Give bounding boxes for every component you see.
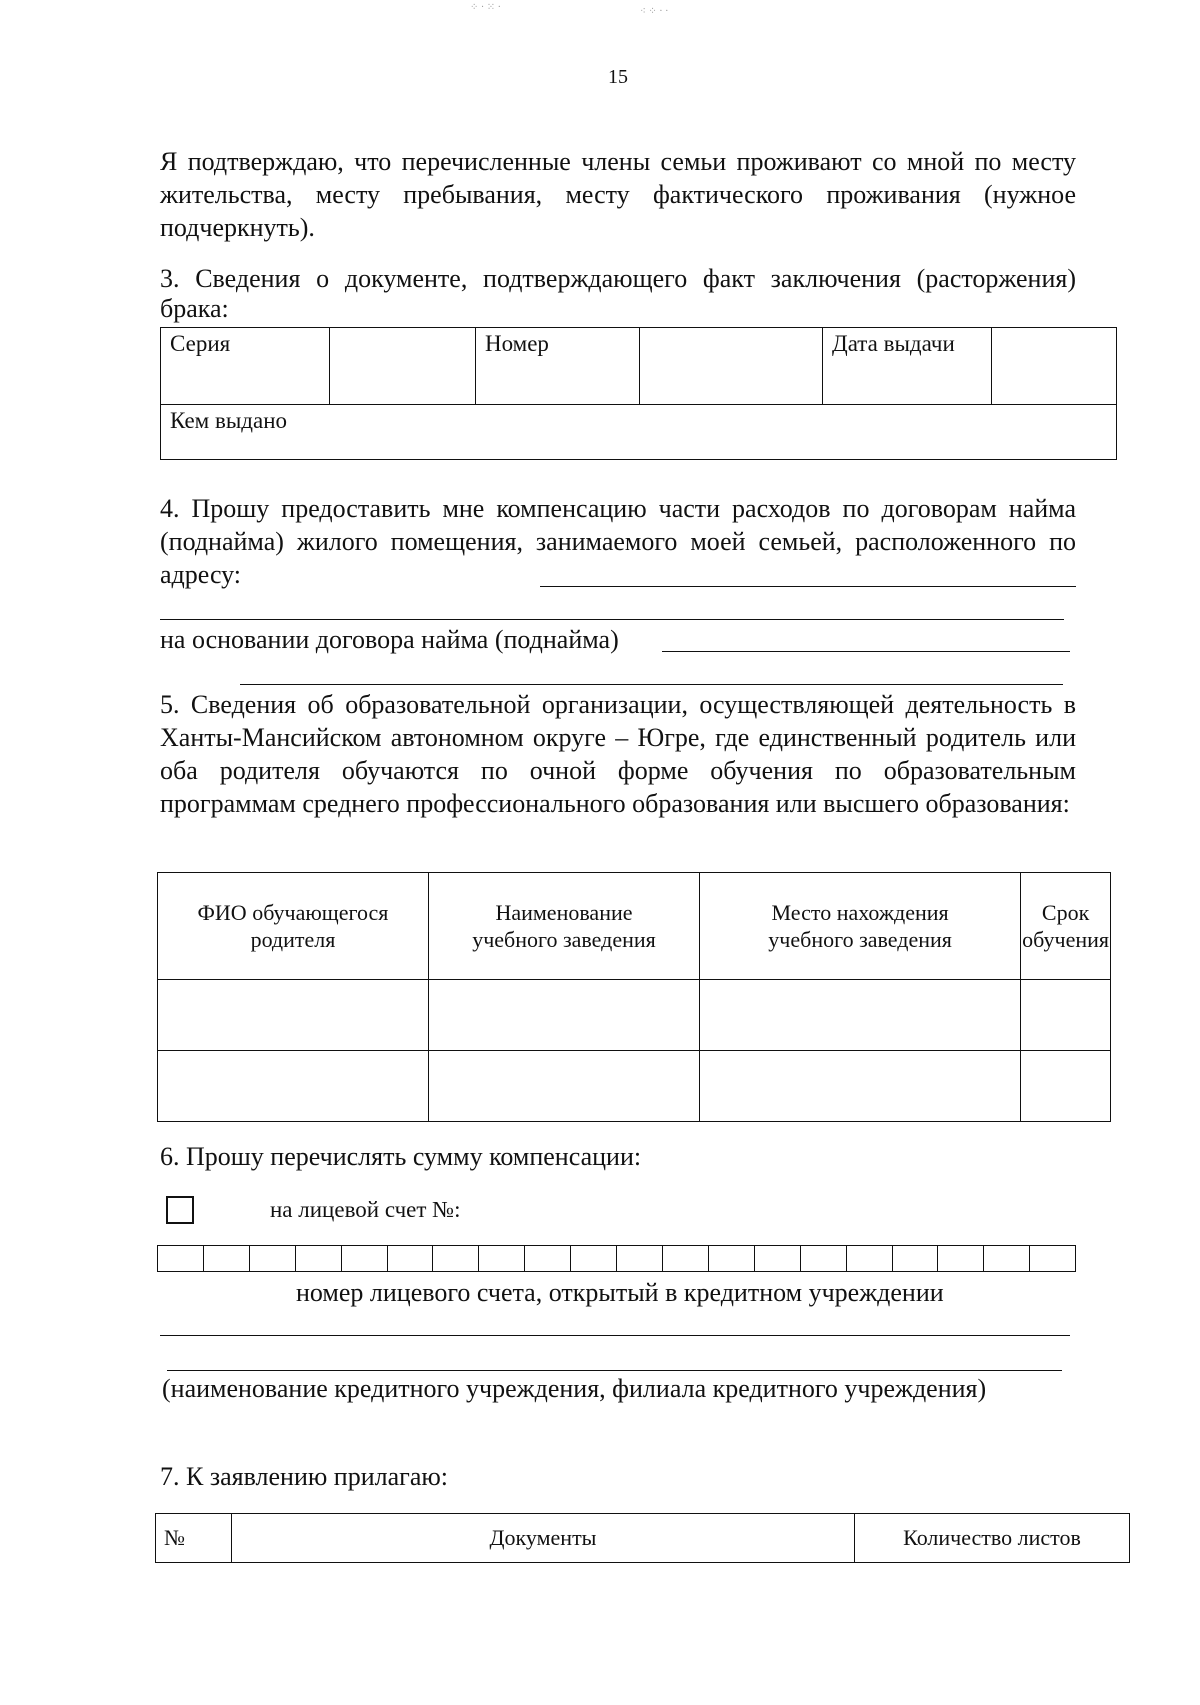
bank-underline-2[interactable] [167,1370,1062,1371]
section4-text: 4. Прошу предоставить мне компенсацию части расходов по договорам найма (поднайма) жилого помещения, занимаемого моей семьей, расположенного по адресу: [160,494,1076,589]
marriage-document-table [160,327,1117,460]
attachments-table [155,1513,1130,1563]
account-digit-cell[interactable] [893,1246,939,1271]
table-cell[interactable] [700,1051,1021,1122]
col-sheet-count: Количество листов [855,1514,1130,1563]
address-underline[interactable] [540,586,1076,587]
col-institution-location: Место нахождения учебного заведения [700,873,1021,980]
table-cell[interactable] [158,1051,429,1122]
contract-basis-label: на основании договора найма (поднайма) [160,625,619,654]
account-digit-cell[interactable] [663,1246,709,1271]
col-study-period: Срок обучения [1021,873,1111,980]
account-digit-cell[interactable] [755,1246,801,1271]
section5-paragraph: 5. Сведения об образовательной организации, осуществляющей деятельность в Ханты-Мансийском автономном округе – Югре, где единственный родитель или оба родителя обучаются по очной форме обучения по образовательным программам среднего профессионального образования или высшего образования: [160,690,1076,818]
account-digit-cell[interactable] [388,1246,434,1271]
number-label: Номер [476,328,640,405]
account-digit-cell[interactable] [709,1246,755,1271]
col-parent-name: ФИО обучающегося родителя [158,873,429,980]
issue-date-label: Дата выдачи [823,328,992,405]
section3-heading: 3. Сведения о документе, подтверждающего факт заключения (расторжения) брака: [160,264,1076,323]
table-cell[interactable] [1021,1051,1111,1122]
table-cell[interactable] [158,980,429,1051]
contract-underline-2[interactable] [240,684,1063,685]
account-digit-cell[interactable] [296,1246,342,1271]
address-underline-2[interactable] [160,619,1064,620]
account-digit-cell[interactable] [571,1246,617,1271]
account-digit-cell[interactable] [801,1246,847,1271]
issue-date-value-cell[interactable] [992,328,1117,405]
col-documents: Документы [232,1514,855,1563]
account-digit-cell[interactable] [847,1246,893,1271]
personal-account-checkbox[interactable] [166,1196,194,1224]
series-label: Серия [161,328,330,405]
scan-noise: ⁖ ⁘ · · [640,6,669,17]
issued-by-label: Кем выдано [170,408,288,433]
account-digit-cell[interactable] [984,1246,1030,1271]
account-number-cells[interactable] [157,1245,1076,1272]
series-value-cell[interactable] [330,328,476,405]
account-label: на лицевой счет №: [270,1197,461,1222]
account-digit-cell[interactable] [250,1246,296,1271]
contract-underline[interactable] [662,651,1070,652]
number-value-cell[interactable] [640,328,823,405]
bank-underline[interactable] [160,1335,1070,1336]
scan-noise: ⁘ · ⁙ · [470,2,501,13]
section7-heading: 7. К заявлению прилагаю: [160,1462,449,1491]
table-cell[interactable] [428,980,699,1051]
page-number: 15 [608,66,628,88]
account-digit-cell[interactable] [342,1246,388,1271]
table-cell[interactable] [1021,980,1111,1051]
confirmation-paragraph: Я подтверждаю, что перечисленные члены семьи проживают со мной по месту жительства, месту пребывания, месту фактического проживания (нужное подчеркнуть). [160,147,1076,242]
account-digit-cell[interactable] [479,1246,525,1271]
issued-by-cell[interactable] [161,405,1117,460]
account-digit-cell[interactable] [617,1246,663,1271]
education-table [157,872,1111,1122]
col-institution-name: Наименование учебного заведения [428,873,699,980]
account-digit-cell[interactable] [158,1246,204,1271]
account-digit-cell[interactable] [938,1246,984,1271]
section4-paragraph [160,492,1076,591]
account-digit-cell[interactable] [525,1246,571,1271]
account-digit-cell[interactable] [1030,1246,1075,1271]
account-digit-cell[interactable] [204,1246,250,1271]
table-cell[interactable] [428,1051,699,1122]
account-caption: номер лицевого счета, открытый в кредитном учреждении [296,1278,944,1307]
table-cell[interactable] [700,980,1021,1051]
section6-heading: 6. Прошу перечислять сумму компенсации: [160,1142,642,1171]
col-number: № [156,1514,232,1563]
bank-caption: (наименование кредитного учреждения, филиала кредитного учреждения) [162,1374,987,1403]
account-digit-cell[interactable] [433,1246,479,1271]
